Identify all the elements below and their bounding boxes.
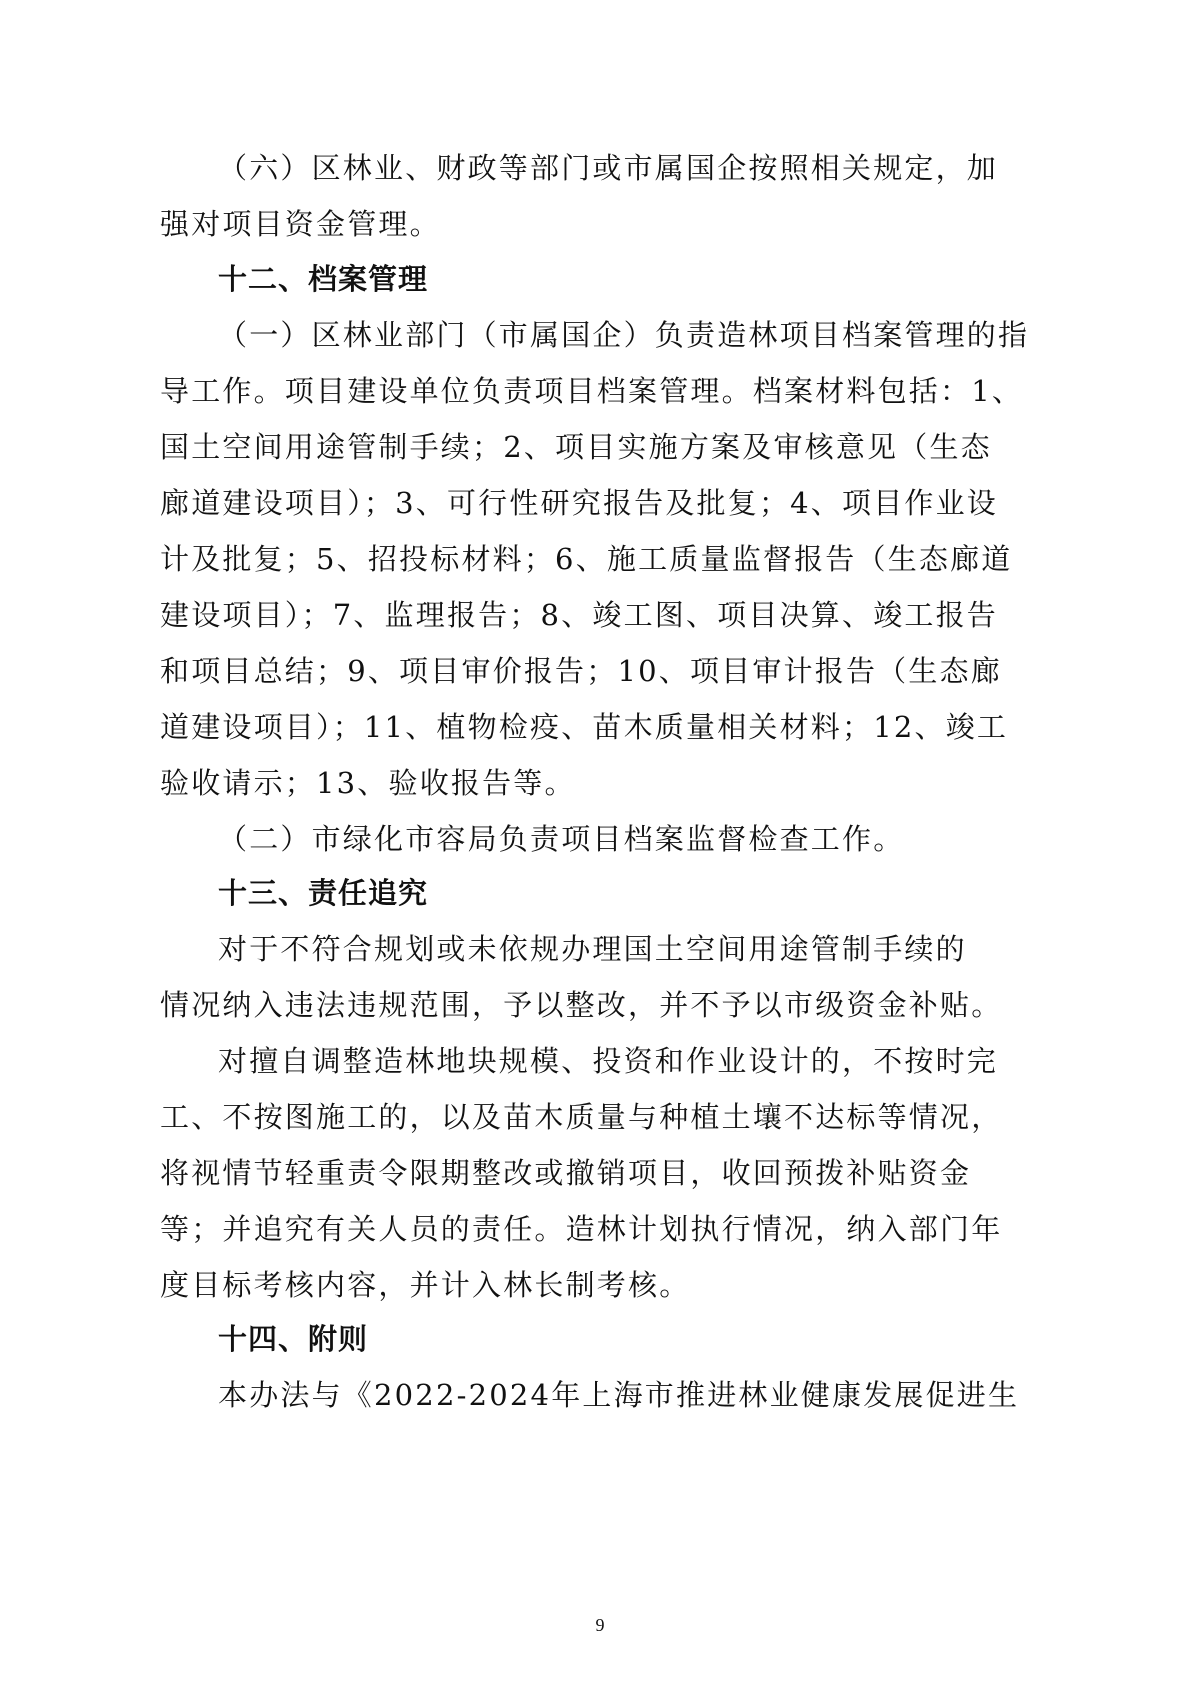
section-heading: 十三、责任追究 bbox=[218, 876, 429, 910]
paragraph-line: 建设项目）；7、监理报告；8、竣工图、项目决算、竣工报告 bbox=[160, 598, 999, 632]
paragraph-line: 国土空间用途管制手续；2、项目实施方案及审核意见（生态 bbox=[160, 430, 992, 464]
section-heading: 十二、档案管理 bbox=[218, 262, 429, 296]
paragraph-line: 对擅自调整造林地块规模、投资和作业设计的，不按时完 bbox=[218, 1044, 999, 1078]
paragraph-line: 道建设项目）；11、植物检疫、苗木质量相关材料；12、竣工 bbox=[160, 710, 1009, 744]
paragraph-line: （六）区林业、财政等部门或市属国企按照相关规定，加 bbox=[218, 151, 999, 185]
paragraph-line: 度目标考核内容，并计入林长制考核。 bbox=[160, 1268, 691, 1302]
paragraph-line: 验收请示；13、验收报告等。 bbox=[160, 766, 576, 800]
paragraph-line: （一）区林业部门（市属国企）负责造林项目档案管理的指 bbox=[218, 318, 1030, 352]
paragraph-line: 本办法与《2022-2024年上海市推进林业健康发展促进生 bbox=[218, 1378, 1020, 1412]
section-heading: 十四、附则 bbox=[218, 1322, 369, 1356]
paragraph-line: 强对项目资金管理。 bbox=[160, 207, 441, 241]
paragraph-line: 将视情节轻重责令限期整改或撤销项目，收回预拨补贴资金 bbox=[160, 1156, 972, 1190]
paragraph-line: 对于不符合规划或未依规办理国土空间用途管制手续的 bbox=[218, 932, 967, 966]
paragraph-line: 和项目总结；9、项目审价报告；10、项目审计报告（生态廊 bbox=[160, 654, 1002, 688]
paragraph-line: （二）市绿化市容局负责项目档案监督检查工作。 bbox=[218, 822, 905, 856]
paragraph-line: 导工作。项目建设单位负责项目档案管理。档案材料包括：1、 bbox=[160, 374, 1024, 408]
paragraph-line: 等；并追究有关人员的责任。造林计划执行情况，纳入部门年 bbox=[160, 1212, 1003, 1246]
paragraph-line: 情况纳入违法违规范围，予以整改，并不予以市级资金补贴。 bbox=[160, 988, 1003, 1022]
paragraph-line: 工、不按图施工的，以及苗木质量与种植土壤不达标等情况， bbox=[160, 1100, 1003, 1134]
paragraph-line: 廊道建设项目）；3、可行性研究报告及批复；4、项目作业设 bbox=[160, 486, 999, 520]
page-number: 9 bbox=[595, 1615, 605, 1635]
paragraph-line: 计及批复；5、招投标材料；6、施工质量监督报告（生态廊道 bbox=[160, 542, 1013, 576]
